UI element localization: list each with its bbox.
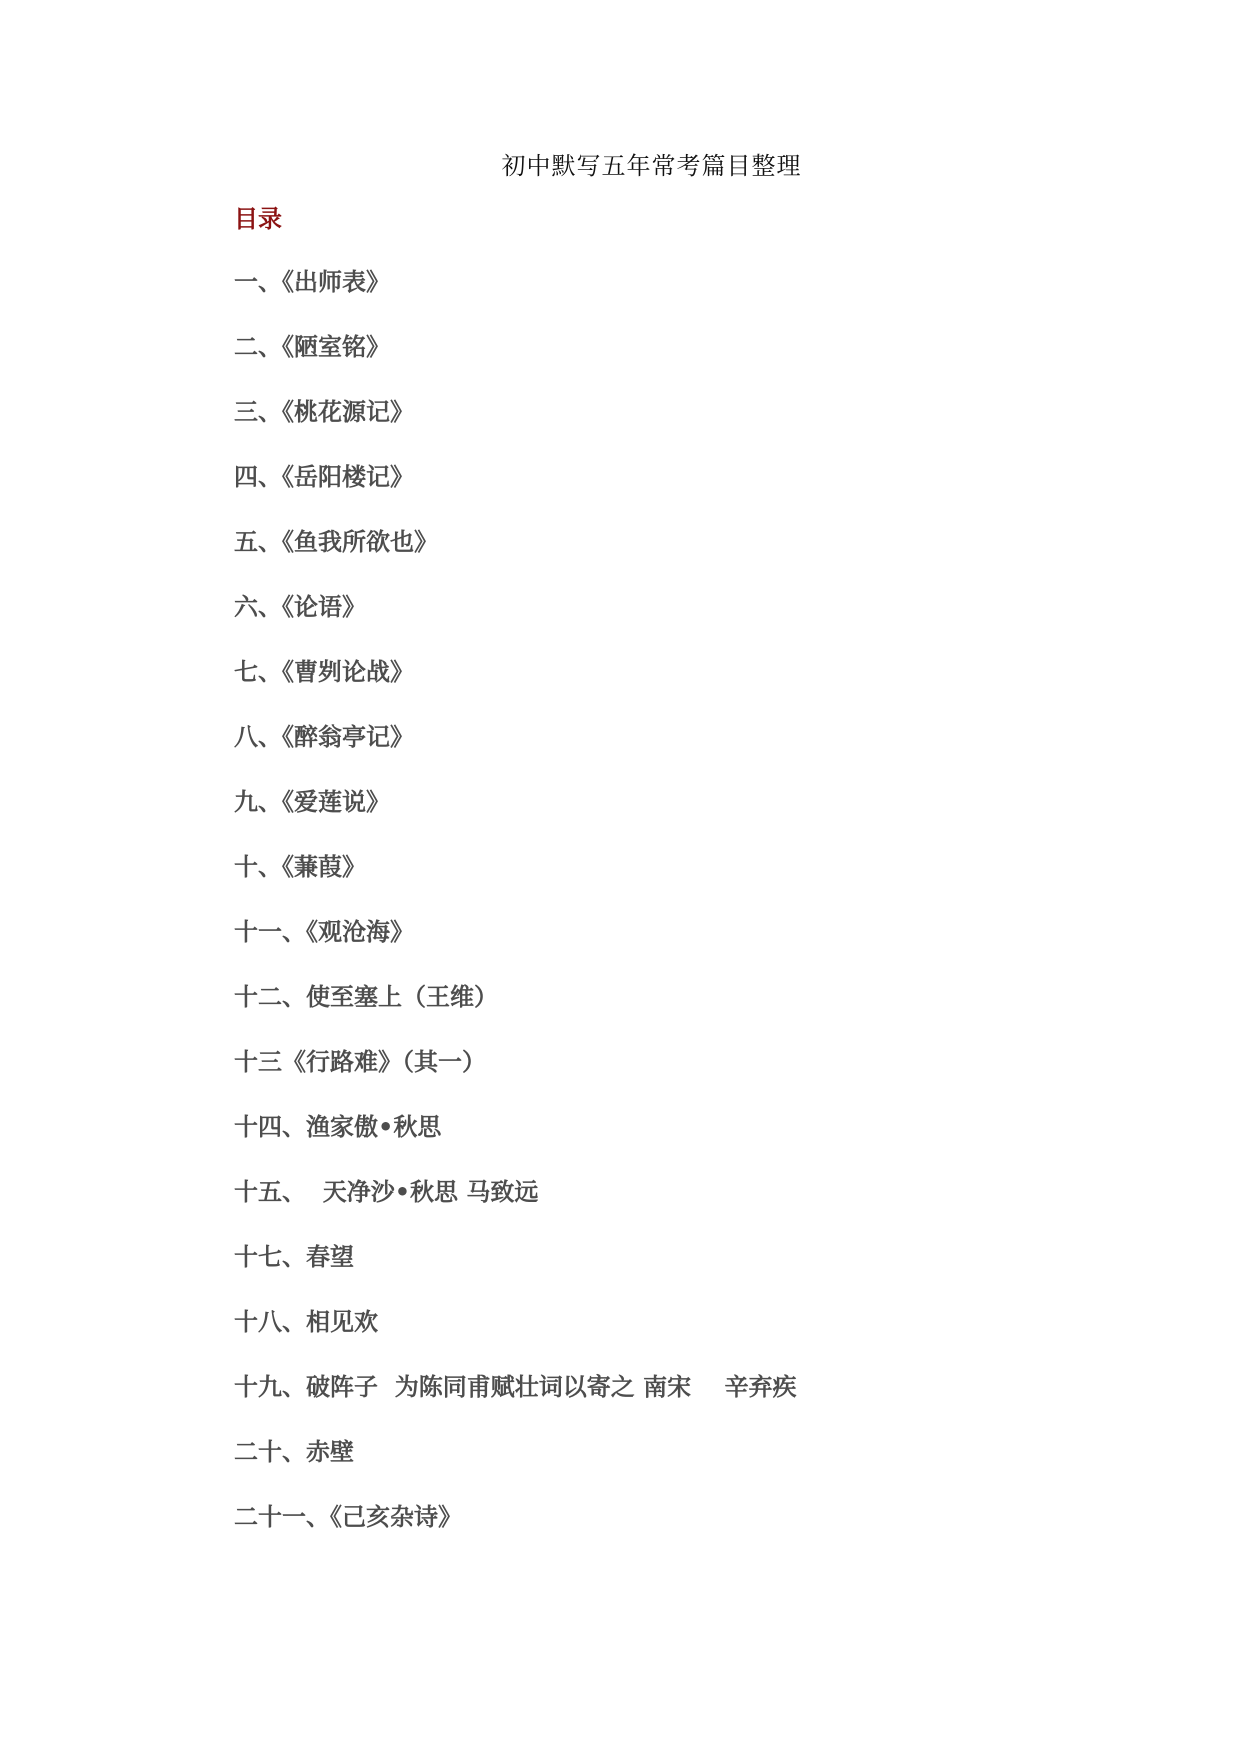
toc-item-13[interactable]: 十三《行路难》（其一） [234, 1048, 486, 1076]
toc-item-17[interactable]: 十七、春望 [234, 1243, 354, 1271]
toc-item-7[interactable]: 七、《曹刿论战》 [234, 658, 414, 686]
toc-item-4[interactable]: 四、《岳阳楼记》 [234, 463, 414, 491]
toc-item-12[interactable]: 十二、使至塞上（王维） [234, 983, 498, 1011]
toc-item-2[interactable]: 二、《陋室铭》 [234, 333, 390, 361]
toc-item-15[interactable]: 十五、 天净沙•秋思 马致远 [234, 1178, 539, 1206]
toc-item-10[interactable]: 十、《蒹葭》 [234, 853, 366, 881]
toc-item-18[interactable]: 十八、相见欢 [234, 1308, 378, 1336]
document-title: 初中默写五年常考篇目整理 [501, 152, 802, 180]
toc-item-1[interactable]: 一、《出师表》 [234, 268, 390, 296]
toc-item-21[interactable]: 二十一、《己亥杂诗》 [234, 1503, 462, 1531]
toc-heading: 目录 [234, 205, 282, 233]
toc-item-19[interactable]: 十九、破阵子 为陈同甫赋壮词以寄之 南宋 辛弃疾 [234, 1373, 797, 1401]
toc-list [234, 266, 797, 1566]
toc-item-11[interactable]: 十一、《观沧海》 [234, 918, 414, 946]
toc-item-5[interactable]: 五、《鱼我所欲也》 [234, 528, 438, 556]
toc-item-3[interactable]: 三、《桃花源记》 [234, 398, 414, 426]
toc-item-8[interactable]: 八、《醉翁亭记》 [234, 723, 414, 751]
toc-item-14[interactable]: 十四、渔家傲•秋思 [234, 1113, 442, 1141]
toc-item-6[interactable]: 六、《论语》 [234, 593, 366, 621]
toc-item-9[interactable]: 九、《爱莲说》 [234, 788, 390, 816]
toc-item-20[interactable]: 二十、赤壁 [234, 1438, 354, 1466]
